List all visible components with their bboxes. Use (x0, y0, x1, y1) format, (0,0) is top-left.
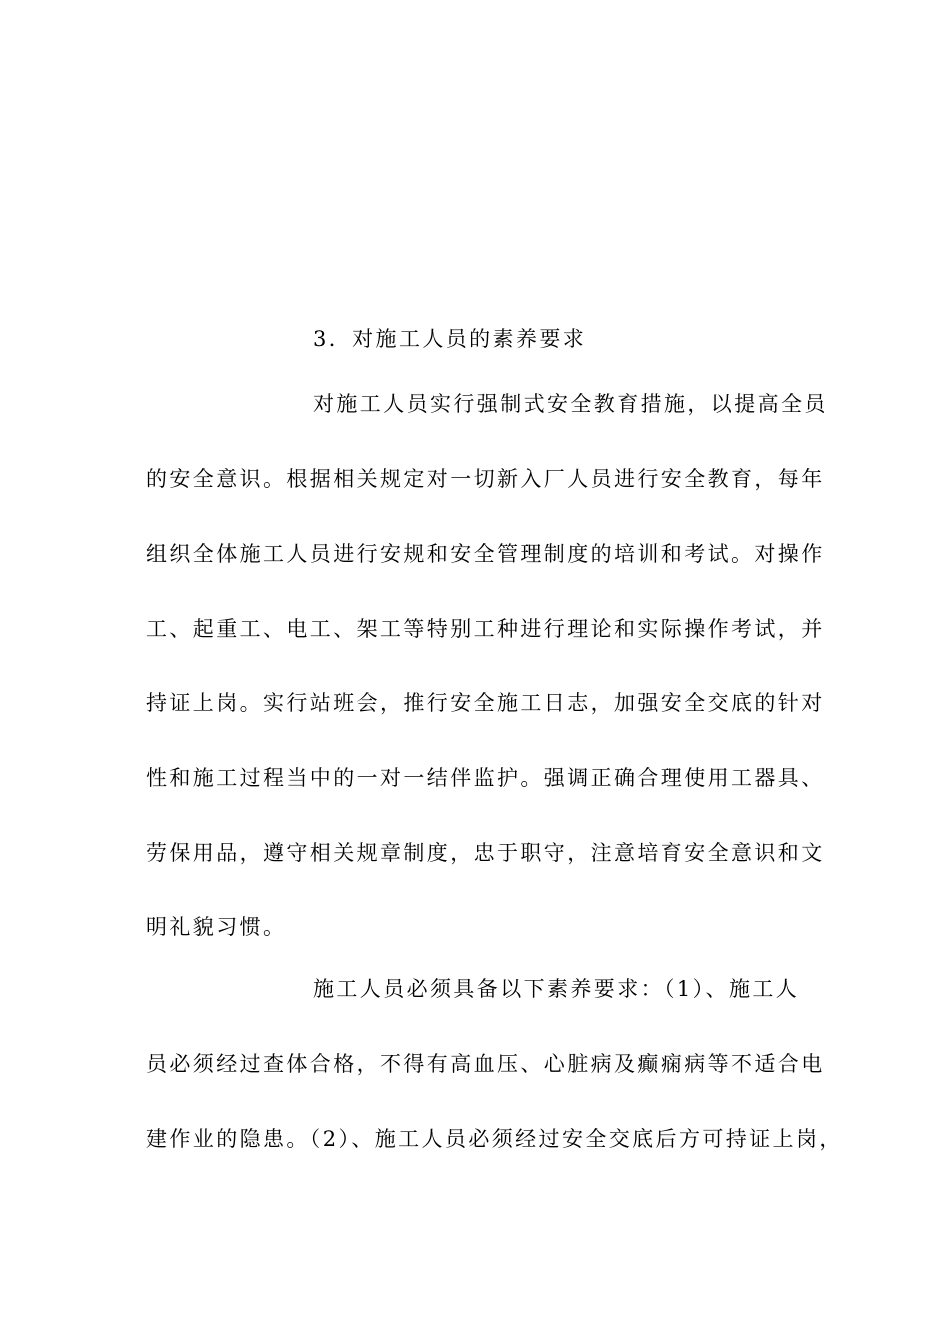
paragraph-1-line-5: 持证上岗。实行站班会，推行安全施工日志，加强安全交底的针对 (146, 691, 825, 715)
paragraph-2-line-3: 建作业的隐患。（2）、施工人员必须经过安全交底后方可持证上岗， (146, 1127, 843, 1151)
paragraph-1-line-3: 组织全体施工人员进行安规和安全管理制度的培训和考试。对操作 (146, 542, 825, 566)
paragraph-2-line-2: 员必须经过查体合格，不得有高血压、心脏病及癫痫病等不适合电 (146, 1052, 825, 1076)
paragraph-1-line-7: 劳保用品，遵守相关规章制度，忠于职守，注意培育安全意识和文 (146, 841, 825, 865)
paragraph-1-line-8: 明礼貌习惯。 (146, 915, 287, 939)
section-heading: 3．对施工人员的素养要求 (313, 327, 587, 351)
paragraph-1-line-6: 性和施工过程当中的一对一结伴监护。强调正确合理使用工器具、 (146, 766, 825, 790)
paragraph-2-line-1: 施工人员必须具备以下素养要求：（1）、施工人 (313, 977, 800, 1001)
paragraph-1-line-1: 对施工人员实行强制式安全教育措施，以提高全员 (313, 392, 828, 416)
paragraph-1-line-4: 工、起重工、电工、架工等特别工种进行理论和实际操作考试，并 (146, 617, 825, 641)
paragraph-1-line-2: 的安全意识。根据相关规定对一切新入厂人员进行安全教育，每年 (146, 467, 825, 491)
